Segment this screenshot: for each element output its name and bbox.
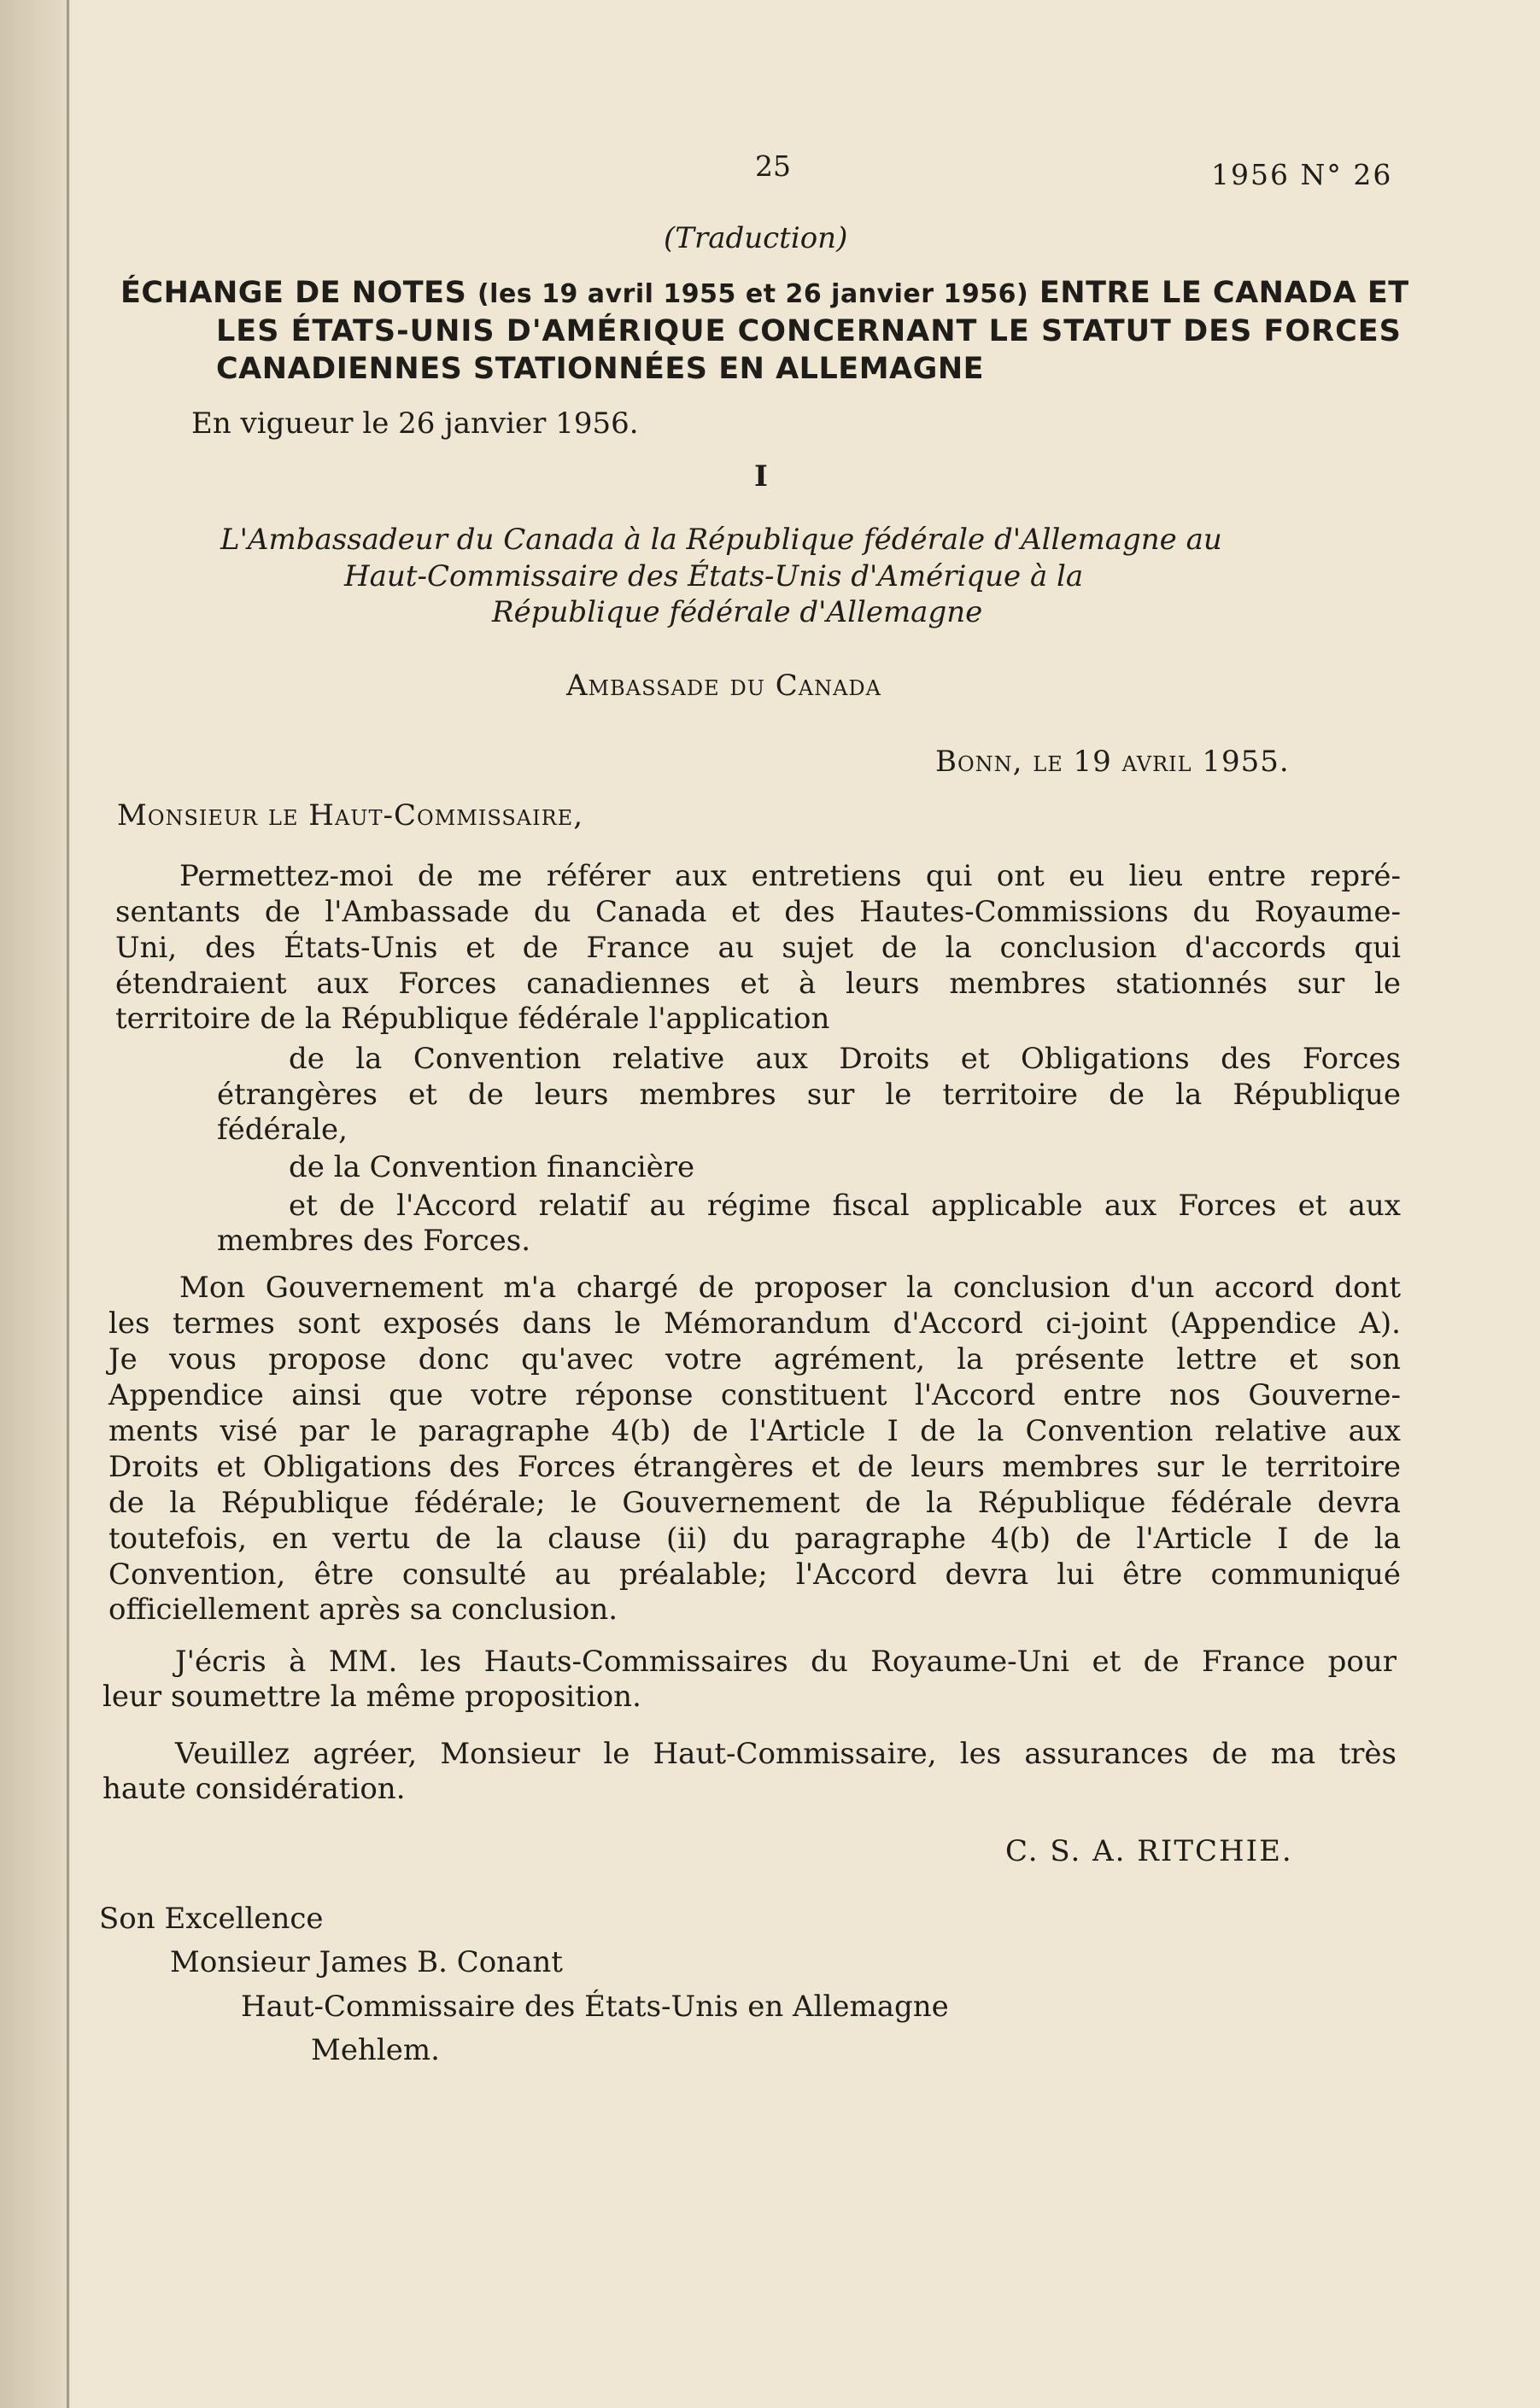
list-line-3: fédérale, [217, 1113, 348, 1147]
addressing-line-2: Haut-Commissaire des États-Unis d'Amérique à la [344, 559, 1084, 593]
para2-line-4: Appendice ainsi que votre réponse constituent l'Accord entre nos Gouverne- [108, 1378, 1401, 1412]
list-line-2: étrangères et de leurs membres sur le territoire de la République [217, 1078, 1401, 1112]
para2-line-2: les termes sont exposés dans le Mémorandum d'Accord ci-joint (Appendice A). [108, 1306, 1401, 1341]
title-line-1 [120, 276, 1409, 310]
letterhead: Ambassade du Canada [566, 669, 881, 703]
list-line-5: et de l'Accord relatif au régime fiscal applicable aux Forces et aux [289, 1189, 1401, 1223]
para4-line-2: haute considération. [102, 1772, 406, 1806]
salutation: Monsieur le Haut-Commissaire, [117, 798, 583, 833]
binding-edge [67, 0, 69, 2408]
title-line-3: CANADIENNES STATIONNÉES EN ALLEMAGNE [216, 352, 985, 386]
recipient-line-4: Mehlem. [311, 2033, 440, 2067]
in-force-date: En vigueur le 26 janvier 1956. [191, 406, 639, 441]
document-number: 1956 N° 26 [1211, 158, 1393, 191]
recipient-line-2: Monsieur James B. Conant [170, 1945, 563, 1979]
para2-line-1: Mon Gouvernement m'a chargé de proposer la conclusion d'un accord dont [179, 1271, 1401, 1305]
list-line-6: membres des Forces. [217, 1224, 531, 1258]
binding-gutter [0, 0, 70, 2408]
para4-line-1: Veuillez agréer, Monsieur le Haut-Commissaire, les assurances de ma très [175, 1737, 1397, 1771]
section-number: I [754, 459, 768, 494]
page-number: 25 [755, 149, 791, 183]
para2-line-7: de la République fédérale; le Gouvernement de la République fédérale devra [108, 1486, 1401, 1520]
title-main: ÉCHANGE DE NOTES [120, 276, 467, 310]
place-date [935, 745, 1290, 779]
signature: C. S. A. RITCHIE. [1005, 1834, 1293, 1868]
title-line-2: LES ÉTATS-UNIS D'AMÉRIQUE CONCERNANT LE STATUT DES FORCES [216, 314, 1402, 348]
para2-line-10: officiellement après sa conclusion. [108, 1593, 618, 1627]
place-date-text: Bonn, le 19 avril 1955. [935, 745, 1290, 779]
para2-line-3: Je vous propose donc qu'avec votre agrément, la présente lettre et son [108, 1342, 1401, 1376]
list-line-4: de la Convention financière [289, 1150, 695, 1184]
title-dates: (les 19 avril 1955 et 26 janvier 1956) [477, 279, 1029, 309]
recipient-line-1: Son Excellence [99, 1902, 324, 1936]
para2-line-6: Droits et Obligations des Forces étrangères et de leurs membres sur le territoire [108, 1450, 1401, 1484]
para2-line-9: Convention, être consulté au préalable; l'Accord devra lui être communiqué [108, 1558, 1401, 1592]
para3-line-1: J'écris à MM. les Hauts-Commissaires du Royaume-Uni et de France pour [175, 1645, 1397, 1679]
list-line-1: de la Convention relative aux Droits et Obligations des Forces [289, 1042, 1401, 1076]
para3-line-2: leur soumettre la même proposition. [102, 1680, 641, 1714]
recipient-line-3: Haut-Commissaire des États-Unis en Allemagne [241, 1990, 949, 2024]
para1-line-3: Uni, des États-Unis et de France au sujet de la conclusion d'accords qui [115, 931, 1401, 965]
para1-line-4: étendraient aux Forces canadiennes et à leurs membres stationnés sur le [115, 967, 1401, 1001]
para1-line-1: Permettez-moi de me référer aux entretiens qui ont eu lieu entre repré- [179, 859, 1401, 893]
title-end: ENTRE LE CANADA ET [1039, 276, 1409, 310]
addressing-line-1: L'Ambassadeur du Canada à la République fédérale d'Allemagne au [220, 523, 1222, 557]
para2-line-8: toutefois, en vertu de la clause (ii) du paragraphe 4(b) de l'Article I de la [108, 1522, 1401, 1556]
para2-line-5: ments visé par le paragraphe 4(b) de l'Article I de la Convention relative aux [108, 1414, 1401, 1448]
para1-line-5: territoire de la République fédérale l'application [115, 1002, 830, 1036]
translation-note: (Traduction) [664, 221, 848, 255]
para1-line-2: sentants de l'Ambassade du Canada et des Hautes-Commissions du Royaume- [115, 895, 1401, 929]
addressing-line-3: République fédérale d'Allemagne [492, 595, 983, 629]
